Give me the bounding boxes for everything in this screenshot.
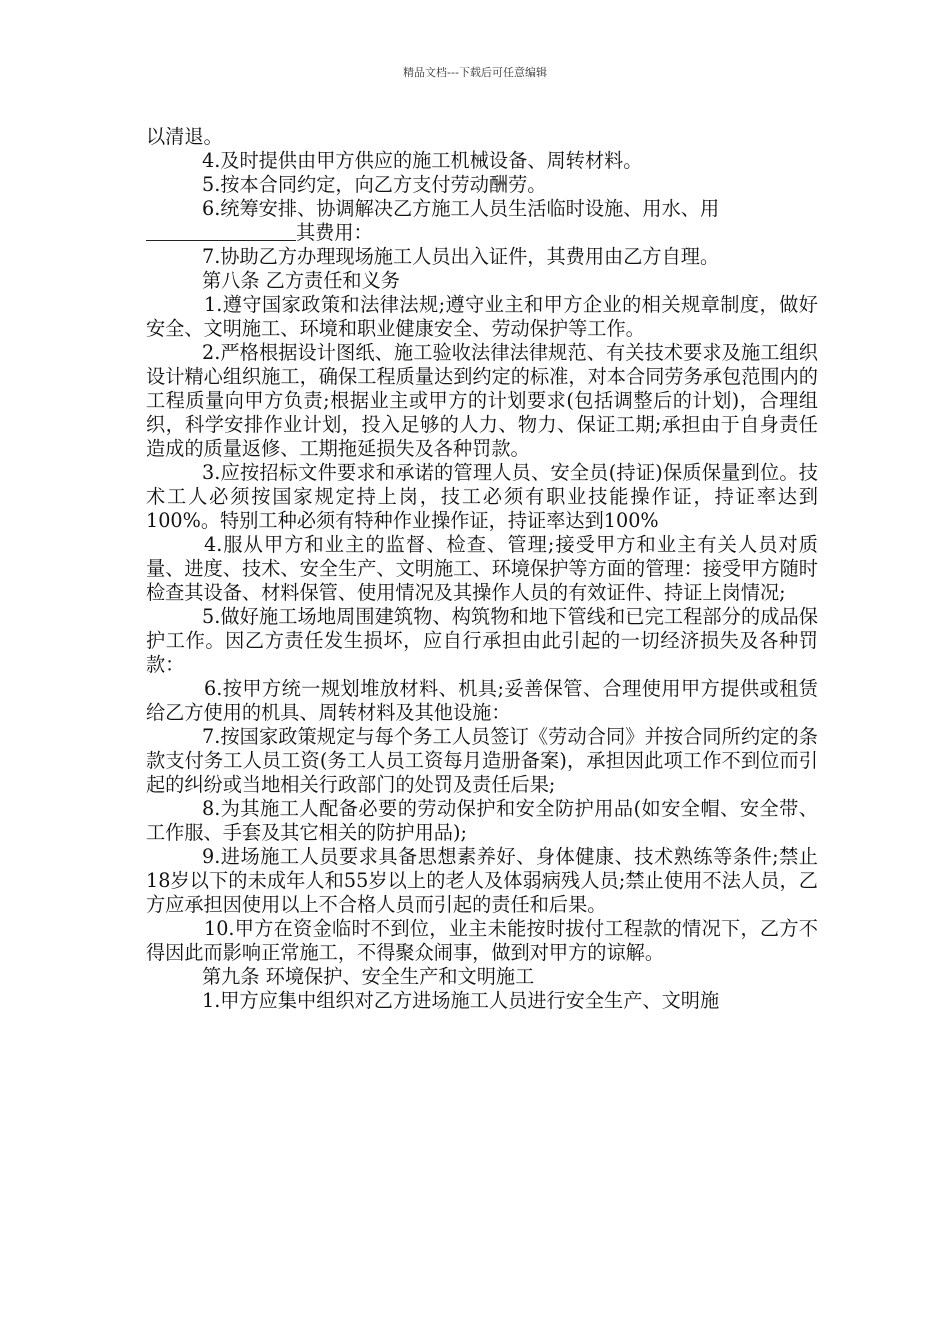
paragraph: 6.按甲方统一规划堆放材料、机具;妥善保管、合理使用甲方提供或租赁给乙方使用的机具、周转材料及其他设施： <box>146 677 818 724</box>
paragraph: 9.进场施工人员要求具备思想素养好、身体健康、技术熟练等条件;禁止18岁以下的未成年人和55岁以上的老人及体弱病残人员;禁止使用不法人员，乙方应承担因使用以上不合格人员而引起的责任和后果。 <box>146 845 818 916</box>
paragraph: 7.协助乙方办理现场施工人员出入证件，其费用由乙方自理。 <box>202 245 720 268</box>
paragraph <box>146 221 818 245</box>
paragraph: 4.服从甲方和业主的监督、检查、管理;接受甲方和业主有关人员对质量、进度、技术、安全生产、文明施工、环境保护等方面的管理：接受甲方随时检查其设备、材料保管、使用情况及其操作人员的有效证件、持证上岗情况; <box>146 533 818 604</box>
paragraph: 5.做好施工场地周围建筑物、构筑物和地下管线和已完工程部分的成品保护工作。因乙方责任发生损坏，应自行承担由此引起的一切经济损失及各种罚款： <box>146 605 818 676</box>
paragraph: 5.按本合同约定，向乙方支付劳动酬劳。 <box>202 173 547 196</box>
section-heading: 第八条 乙方责任和义务 <box>202 269 400 292</box>
paragraph: 8.为其施工人配备必要的劳动保护和安全防护用品(如安全帽、安全带、工作服、手套及其它相关的防护用品); <box>146 797 818 844</box>
paragraph: 3.应按招标文件要求和承诺的管理人员、安全员(持证)保质保量到位。技术工人必须按国家规定持上岗，技工必须有职业技能操作证，持证率达到100%。特别工种必须有特种作业操作证，持证率达到100% <box>146 461 818 532</box>
section-heading: 第九条 环境保护、安全生产和文明施工 <box>202 965 535 988</box>
page-header: 精品文档---下载后可任意编辑 <box>403 66 547 79</box>
fill-in-blank <box>146 222 296 241</box>
paragraph: 2.严格根据设计图纸、施工验收法律法律规范、有关技术要求及施工组织设计精心组织施工，确保工程质量达到约定的标准，对本合同劳务承包范围内的工程质量向甲方负责;根据业主或甲方的计划要求(包括调整后的计划)，合理组织，科学安排作业计划，投入足够的人力、物力、保证工期;承担由于自身责任造成的质量返修、工期拖延损失及各种罚款。 <box>146 341 818 460</box>
paragraph: 1.遵守国家政策和法律法规;遵守业主和甲方企业的相关规章制度，做好安全、文明施工、环境和职业健康安全、劳动保护等工作。 <box>146 293 818 340</box>
paragraph: 4.及时提供由甲方供应的施工机械设备、周转材料。 <box>202 149 643 172</box>
paragraph: 10.甲方在资金临时不到位，业主未能按时拔付工程款的情况下，乙方不得因此而影响正常施工，不得聚众闹事，做到对甲方的谅解。 <box>146 917 818 964</box>
paragraph: 1.甲方应集中组织对乙方进场施工人员进行安全生产、文明施 <box>202 989 720 1012</box>
paragraph: 7.按国家政策规定与每个务工人员签订《劳动合同》并按合同所约定的条款支付务工人员工资(务工人员工资每月造册备案)，承担因此项工作不到位而引起的纠纷或当地相关行政部门的处罚及责任后果; <box>146 725 818 796</box>
document-body <box>146 125 818 1013</box>
paragraph: 6.统筹安排、协调解决乙方施工人员生活临时设施、用水、用 <box>202 197 720 220</box>
paragraph: 以清退。 <box>146 125 223 148</box>
paragraph-text: 其费用： <box>296 221 373 244</box>
